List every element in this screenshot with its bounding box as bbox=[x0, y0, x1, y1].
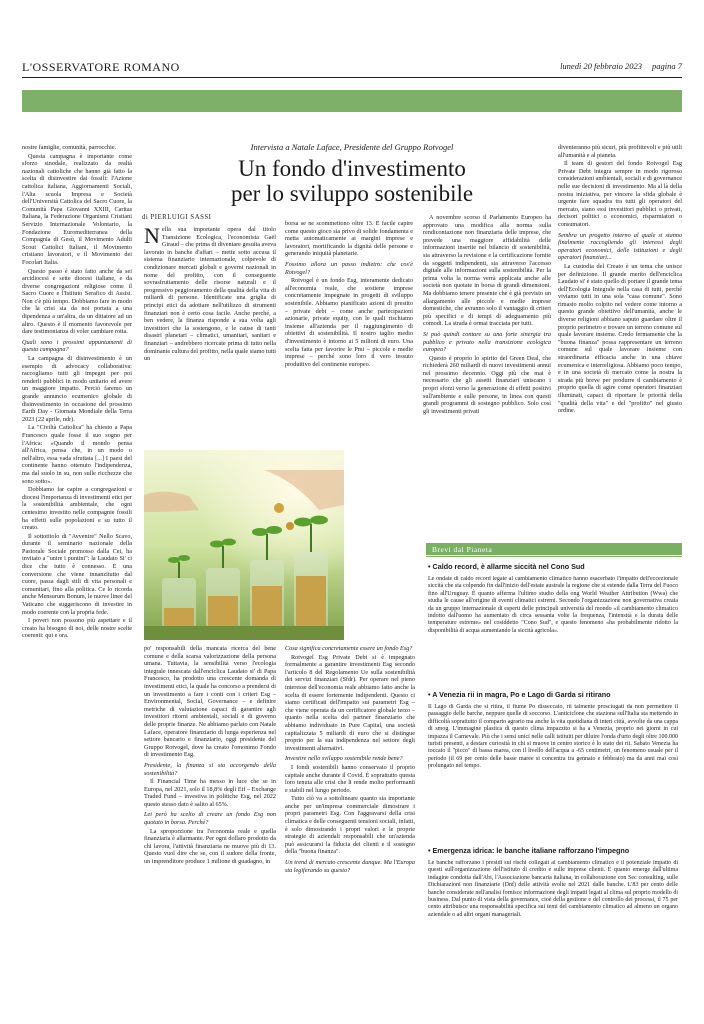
issue-date: lunedì 20 febbraio 2023 bbox=[560, 61, 642, 71]
article-column-b-top bbox=[285, 220, 413, 444]
byline: di PIERLUIGI SASSI bbox=[142, 214, 212, 221]
question: Un trend di mercato crescente dunque. Ma l'Europa sta legiferando su questo? bbox=[285, 859, 415, 874]
paragraph: La sproporzione tra l'economia reale e quella finanziaria è allarmante. Per ogni dollaro prodotto da chi lavora, l'attività finanziaria ne muove più di 13. Questo vuol dire che se, con il sudore della fronte, un imprenditore produce 1 milione di guadagno, in bbox=[144, 827, 276, 866]
article-title bbox=[154, 156, 550, 206]
brief-title: • Emergenza idrica: le banche italiane rafforzano l'impegno bbox=[428, 846, 630, 855]
article-photo bbox=[144, 450, 344, 640]
paragraph: La custodia del Creato è un tema che unisce per definizione. Il grande merito dell'enciclica Laudato si' è stato quello di portare il grande tema dell'Ecologia Integrale nella casa di tutti, perché viviamo tutti in una sola "casa comune". Sono rimasto molto colpito nel vedere come intorno a questo grande obiettivo dell'umanità, anche le diverse religioni abbiano saputo guardare oltre il proprio perimetro e trovare un terreno comune sul quale lavorare insieme. Credo fermamente che la "buona finanza" possa rappresentare un terreno comune sul quale lavorare insieme con straordinaria efficacia anche in una chiave ecumenica e interreligiosa. Abbiamo poco tempo, e in una società di mercato come la nostra la strada più breve per produrre il cambiamento è proprio quella di agire come operatori finanziari illuminati, capaci di riportare le priorità della "qualità della vita" e del "profitto" nel giusto ordine. bbox=[558, 262, 682, 415]
question: Quali sono i prossimi appuntamenti di questa campagna? bbox=[22, 338, 132, 354]
paragraph: Il Financial Time ha messo in luce che se in Europa, nel 2021, solo il 18,8% degli Etf – Exchange Traded Fund – investiva in politiche Esg, nel 2022 questo stesso dato è salito al 65%. bbox=[144, 778, 276, 808]
article-column-a-top bbox=[144, 226, 276, 444]
question: Sembra un progetto interno al quale si stanno finalmente raccogliendo gli interessi degli operatori economici, delle istituzioni e degli operatori finanziari... bbox=[558, 231, 682, 262]
paragraph: Questo è proprio lo spirito del Green Deal, che richiederà 260 miliardi di nuovi investimenti annui nel prossimo decennio. Oggi più che mai è necessario che gli assetti finanziari uniscano i propri sforzi verso la generazione di effetti positivi sull'ambiente e sulle persone, in linea con questi grandi programmi di sostegno pubblico. Solo così gli investimenti privati bbox=[423, 354, 551, 415]
title-line: Un fondo d'investimento bbox=[238, 156, 466, 181]
paragraph: nostre famiglie, comunità, parrocchie. bbox=[22, 144, 117, 151]
article-kicker: Intervista a Natale Laface, Presidente del Gruppo Rotvogel bbox=[250, 142, 454, 152]
article-column-a-lower bbox=[144, 645, 276, 1015]
title-line: per lo sviluppo sostenibile bbox=[230, 181, 474, 206]
brief-text: Il Lago di Garda che si ritira, il fiume Po disseccato, rii talmente prosciugati da non permettere il passaggio delle barche, neppure quelle di soccorso. L'anticiclone che staziona sull'Italia sta mettendo in difficoltà soprattutto il comparto agrario ma anche la vita quotidiana di interi città, avvolte da una cappa di smog. L'immagine plastica di questo clima impazzito si ha a Venezia, proprio nei giorni in cui impazza il Carnevale. Più che i sensi unici nelle calli istituiti per diluire l'onda d'urto degli oltre 100.000 turisti presenti, a destare curiosità in chi si muove in centro storico è lo stato dei rii. Sabato Venezia ha toccato il "picco" di bassa marea, con il livello dell'acqua a -65 centimetri, un fenomeno usuale per il periodo (il 69 per cento delle basse maree si concentra tra gennaio e febbraio) ma da anni mai così prolungato nel tempo. bbox=[428, 704, 678, 770]
paragraph: Questa campagna è importante come sforzo sinodale, realizzato da realtà nazionali cattoliche che hanno già fatto la scelta di disinvestire dai fossili: l'Azione cattolica italiana, Aggiornamenti Sociali, l'Alta scuola Impresa e Società dell'Università Cattolica del Sacro Cuore, la Comunità Papa Giovanni XXIII, Caritas Italiana, la Federazione Organismi Cristiani Servizio Internazionale Volontario, la Fondazione Euromediterranea della Compagnia di Gesù, il Movimento Adulti Scout Cattolici Italiani, il Movimento cristiano lavoratori, e il Movimento dei Focolari Italia. bbox=[22, 152, 132, 266]
question: Cosa significa concretamente essere un fondo Esg? bbox=[285, 645, 413, 652]
question: Investire nello sviluppo sostenibile rende bene? bbox=[285, 755, 403, 763]
left-column bbox=[22, 144, 132, 1014]
question: Fossimo allora un passo indietro: che cos'è Rotvogel? bbox=[285, 260, 413, 276]
brevi-header: Brevi dal Pianeta bbox=[426, 543, 682, 555]
paragraph: Questo passo è stato fatto anche da sei arcidiocesi e sette diocesi italiane, e da diverse congregazioni religiose come il Sacro Cuore e l'Istituto Serafico di Assisi. Non c'è più tempo. Dobbiamo fare in modo che la crisi sia da noi portata a una dipendenza a un'altra, da un dittatore ad un altro. Questo è il momento favorevole per dare testimonianza di voler cambiare rotta. bbox=[22, 267, 132, 336]
paragraph: Dobbiamo far capire a congregazioni e diocesi l'importanza di investimenti etici per la sostenibilità ambientale, che ogni centesimo investito nelle compagnie fossili ha effetti sulle popolazioni e su tutto il creato. bbox=[22, 486, 132, 532]
article-column-c bbox=[423, 214, 551, 534]
brief-text: Le banche rafforzano i presidi sui rischi collegati al cambiamento climatico e il potenziale impatto di questi sull'organizzazione dell'istituto di credito e sulle imprese clienti. È quanto emerge dall'ultima indagine condotta dall'Abi, l'Associazione bancaria italiana, in collaborazione con Sec consulting, sulle Dichiarazioni non finanziarie (Dnf) delle attività svolte nel 2021 dalle banche. L'83 per cento delle banche considerate nell'analisi fornisce informazione degli impatti legati al clima sul proprio modello di business. Dal punto di vista della governance, cioè della gestione e del controllo dei processi, il 75 per cento attribuisce una responsabilità specifica sui temi del cambiamento climatico ad almeno un organo aziendale o ad altri organi manageriali. bbox=[428, 860, 678, 918]
paragraph: borsa se ne scommettono oltre 13. È facile capire come questo gioco sia privo di solide fondamenta e metta automaticamente ai margini imprese e lavoratori, mortificando la dignità delle persone e generando iniquità planetarie. bbox=[285, 220, 413, 258]
paragraph: I fondi sostenibili hanno conservato il proprio capitale anche durante il Covid. È soprattutto questa loro tenuta alle crisi che li rende molto performanti e stabili nel lungo periodo. bbox=[285, 763, 415, 794]
paragraph: Tutto ciò va a sottolineare quanto sia importante anche per un'impresa commerciale dimostrare i propri parametri Esg. Con l'aggravarsi della crisi climatica e delle conseguenti tensioni sociali, infatti, è solo dimostrando i propri valori e le proprie strategie di aziendali responsabili che un'azienda può assicurarsi la fiducia dei clienti e il sostegno della "buona finanza". bbox=[285, 795, 415, 856]
drop-cap: N bbox=[144, 226, 160, 248]
article-column-d bbox=[558, 144, 682, 536]
article-column-b-lower bbox=[285, 645, 415, 1015]
paragraph: La campagna di disinvestimento è un esempio di advocacy collaborativa: raccogliamo tutti gli impegni per poi renderli pubblici in modo unitario ed avere un maggiore impatto. Perciò faremo un grande annuncio ecumenico globale di disinvestimento in occasione del prossimo Earth Day - Giornata Mondiale della Terra 2023 (22 aprile, ndr). bbox=[22, 355, 132, 423]
paragraph: diventeranno più sicuri, più profittevoli e più utili all'umanità e al pianeta. bbox=[558, 144, 682, 159]
paragraph: I poveri non possono più aspettare e il creato ha bisogno di noi, delle nostre scelte coerenti: qui e ora. bbox=[22, 617, 132, 640]
green-banner bbox=[22, 90, 682, 112]
seedlings-coin-jars-icon bbox=[144, 450, 344, 640]
lead-paragraph bbox=[144, 226, 276, 363]
paragraph: Il team di gestori del fondo Rotvogel Esg Private Debt integra sempre in modo rigoroso considerazioni ambientali, sociali e di governance nelle sue decisioni di investimento. Ma al là della nostra iniziativa, per vincere la sfida globale è urgente fare squadra tra tutti gli operatori del mercato, siano essi investitori pubblici o privati, decisori politici o economici, risparmiatori o consumatori. bbox=[558, 160, 682, 228]
brief-text: Le ondate di caldo record legate al cambiamento climatico hanno esacerbato l'impatto dell'eccezionale siccità che sta colpendo fin dall'inizio dell'estate australe la regione che si estende dalla Terra del Fuoco fino all'Uruguay. È quanto afferma l'ultimo studio della ong World Weather Attribution (Wwa) che studia le cause all'origine di eventi climatici estremi. Secondo l'organizzazione non governativa creata da un gruppo internazionale di esperti delle principali università del mondo «il cambiamento climatico indotto dall'uomo ha aumentato di circa sessanta volte la frequenza, l'intensità e la durata delle temperature estreme» nel cosiddetto "Cono Sud", e questo fenomeno «ha probabilmente ridotto la disponibilità di acqua aumentando la siccità agricola». bbox=[428, 576, 678, 634]
masthead bbox=[22, 58, 682, 78]
question: Lei però ha scelto di creare un fondo Esg non quotato in borsa. Perché? bbox=[144, 811, 276, 827]
divider bbox=[426, 556, 682, 557]
brief-title: • Caldo record, è allarme siccità nel Cono Sud bbox=[428, 562, 585, 571]
lead-text: ella sua importante opera dal titolo Transizione Ecologica, l'economista Gaël Giraud – che prima di diventare gesuita aveva lavorato in banche d'affari – mette sotto accusa il sistema finanziario internazionale, colpevole di condizionare mercati globali e governi nazionali in nome del profitto, con il conseguente sovrasfruttamento delle risorse naturali e il progressivo peggioramento della qualità della vita di miliardi di persone. Identificate una griglia di principi etici da adottare nell'utilizzo di strumenti finanziari non è certo cosa facile. Anche perché, a ben vedere, la finanza risponde a sua volta agli investitori che la sostengono, e le cause di tanti disastri planetari – climatici, umanitari, sanitari e finanziari – andrebbero ricercate prima di tutto nella dominante cultura del profitto, nella quale siamo tutti un bbox=[144, 226, 276, 363]
question: Si può quindi contare su una forte sinergia tra pubblico e privato nella transizione ecologica europea? bbox=[423, 330, 551, 354]
paragraph: Rotvogel Esg Private Debt si è impegnato formalmente a garantire investimenti Esg secondo l'articolo 8 del Regolamento Ue sulla sostenibilità dei servizi finanziari (Sfdr). Per operare nel pieno interesse dell'economia reale abbiamo fatto anche la scelta di essere fortemente indipendenti. Questo ci siamo certificati dell'impatto sui parametri Esg – che viene operata da un certificatore globale terzo – quanto nella scelta del partner finanziario che abbiamo individuato in Pure Capital, una società capitalizzata 5 miliardi di euro che si distingue proprio per la sua indipendenza nel settore degli investimenti alternativi. bbox=[285, 653, 415, 752]
paragraph: Il sottotitolo di "Avvenire" Nello Scavo, durante il seminario nazionale della Pastorale Sociale promosso dalla Cei, ha invitato a "unire i puntini": la Laudato Si' ci dice che tutto è connesso. E una conversione che viene innanzitutto dal cuore, passa dagli stili di vita personali e comunitari, fino alla politica. Ce lo ricorda anche Mensurum Bonum, le nuove linee del Vaticano che suggeriscono di investire in modo coerente con la propria fede. bbox=[22, 532, 132, 616]
page-number: pagina 7 bbox=[652, 61, 682, 71]
brief-title: • A Venezia rii in magra, Po e Lago di Garda si ritirano bbox=[428, 690, 611, 699]
paragraph: po' responsabili della mancata ricerca del bene comune e della scarsa valorizzazione della persona umana. Tuttavia, la sensibilità verso l'ecologia integrale innescata dall'enciclica Laudato si' di Papa Francesco, ha prodotto una crescente domanda di investimenti etici, la quale ha concorso a prendersi di un investimento a fare i conti con i criteri Esg – Environmental, Social, Governance – e definire metriche di valutazione capaci di garantire agli investitori ritorni ambientali, sociali e di governo delle proprie finanze. Ne abbiamo parlato con Natale Laface, operatore finanziario di lunga esperienza nel settore bancario e finanziario, oggi presidente del Gruppo Rotvogel, dove ha creato l'omonimo Fondo di investimento Esg. bbox=[144, 645, 276, 759]
paragraph: A novembre scorso il Parlamento Europeo ha approvato una modifica alla norma sulla rendicontazione non finanziaria delle imprese, che prevede una maggiore affidabilità delle informazioni inserite nel bilancio di sostenibilità, sia attraverso la revisione e la certificazione fornite da soggetti indipendenti, sia attraverso l'accesso digitale alle informazioni sulla sostenibilità. Per la prima volta la norma verrà applicata anche alle società non quotate in borsa di grandi dimensioni. Ma dobbiamo tenere presente che è già previsto un allargamento alle piccole e medie imprese domestiche, che avranno solo il vantaggio di criteri più specifici e di tempi di adeguamento più comodi. La strada è ormai tracciata per tutti. bbox=[423, 214, 551, 328]
question: Presidente, la finanza si sta accorgendo della sostenibilità? bbox=[144, 761, 276, 777]
paragraph: La "Civiltà Cattolica" ha chiesto a Papa Francesco quale fosse il suo sogno per l'Africa: «Quando il mondo pensa all'Africa, pensa che, in un modo o nell'altro, essa vada sfruttata [...] I paesi del continente hanno ottenuto l'indipendenza, ma dal suolo in su, non sulle ricchezze che sono sotto». bbox=[22, 424, 132, 485]
newspaper-name: L'OSSERVATORE ROMANO bbox=[22, 60, 180, 74]
paragraph: Rotvogel è un fondo Esg, interamente dedicato all'economia reale, che sostiene imprese concretamente impegnate in progetti di sviluppo sostenibile. Abbiamo pianificato azioni di prestito – private debt – come anche partecipazioni azionarie, private equity, con le quali rischiamo insieme all'azienda per il raggiungimento di obiettivi di sostenibilità. Il nostro taglio medio d'investimento è intorno ai 5 milioni di euro. Una scelta fatta per favorire le Pmi – piccole e medie imprese – perché sono loro il vero tessuto produttivo del continente europeo. bbox=[285, 277, 413, 368]
